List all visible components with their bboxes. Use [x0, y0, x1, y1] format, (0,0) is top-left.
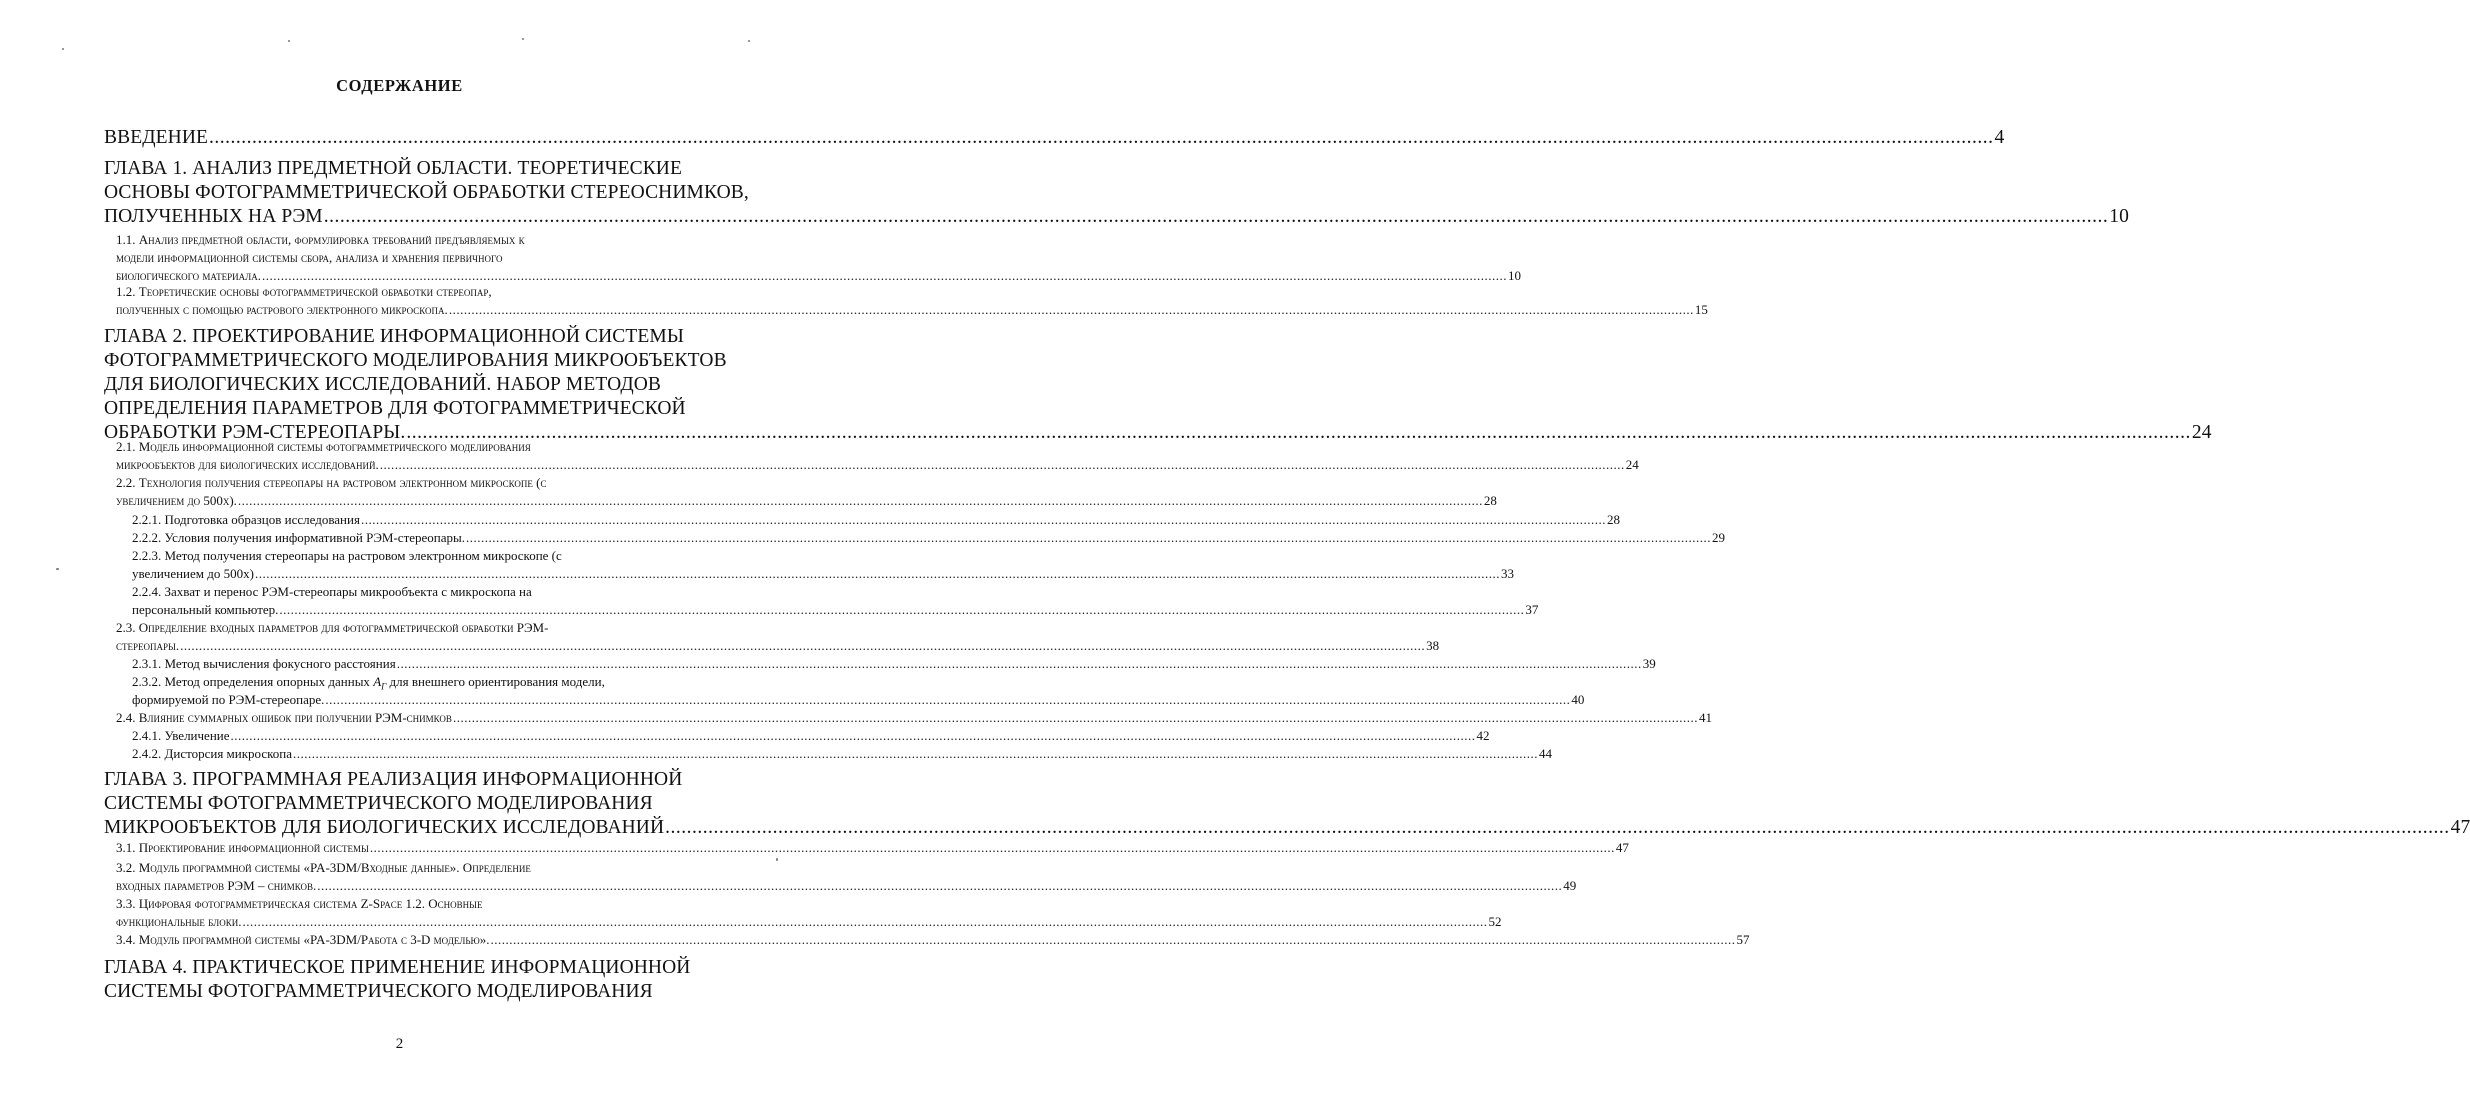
dot-leader — [293, 746, 1538, 761]
toc-entry-text: стереопары. — [116, 638, 180, 653]
toc-chapter-1 — [104, 157, 2129, 229]
toc-entry-last-line — [104, 816, 2470, 840]
toc-entry-text: входных параметров РЭМ – снимков. — [116, 878, 317, 893]
toc-section-1-1 — [116, 231, 1521, 285]
toc-section-2-3 — [116, 619, 1440, 655]
toc-entry-last-line — [116, 301, 1708, 319]
toc-entry-text: ОСНОВЫ ФОТОГРАММЕТРИЧЕСКОЙ ОБРАБОТКИ СТЕРЕОСНИМКОВ, — [104, 182, 749, 203]
dot-leader — [255, 566, 1500, 581]
toc-entry-text: микрообъектов для биологических исследований. — [116, 457, 379, 472]
toc-entry-text: формируемой по РЭМ-стереопаре. — [132, 692, 325, 707]
toc-entry-last-line — [104, 126, 2005, 150]
dot-leader — [361, 512, 1606, 527]
toc-chapter-4 — [104, 956, 724, 1004]
toc-subsection-2-4-1 — [132, 727, 1490, 745]
toc-page-number: 28 — [1606, 512, 1620, 527]
toc-entry-text: 2.2.4. Захват и перенос РЭМ-стереопары микрообъекта с микроскопа на — [132, 584, 532, 599]
toc-entry-text: 2.3. Определение входных параметров для фотограмметрической обработки РЭМ- — [116, 620, 549, 635]
toc-entry-text: 2.2.2. Условия получения информативной РЭМ-стереопары. — [132, 530, 466, 545]
toc-entry-text: 2.4.2. Дисторсия микроскопа — [132, 746, 293, 761]
toc-section-2-4 — [116, 709, 1712, 727]
dot-leader — [324, 206, 2109, 227]
toc-entry-text: ФОТОГРАММЕТРИЧЕСКОГО МОДЕЛИРОВАНИЯ МИКРООБЪЕКТОВ — [104, 350, 727, 371]
toc-entry-text: 3.4. Модуль программной системы «PA-3DM/Работа с 3-D моделью». — [116, 932, 490, 947]
dot-leader — [380, 457, 1625, 472]
toc-page-number: 38 — [1426, 638, 1440, 653]
toc-entry-text: биологического материала. — [116, 268, 261, 283]
toc-page-number: 33 — [1500, 566, 1514, 581]
scan-speck — [522, 38, 524, 40]
toc-entry-text: ОПРЕДЕЛЕНИЯ ПАРАМЕТРОВ ДЛЯ ФОТОГРАММЕТРИЧЕСКОЙ — [104, 398, 686, 419]
dot-leader — [453, 710, 1698, 725]
toc-page-number: 52 — [1488, 914, 1502, 929]
toc-subsection-2-2-2 — [132, 529, 1726, 547]
toc-entry-last-line — [116, 877, 1577, 895]
toc-introduction — [104, 126, 2005, 150]
toc-entry-last-line — [116, 637, 1440, 655]
toc-subsection-2-2-1 — [132, 511, 1620, 529]
toc-entry-text: 2.2.1. Подготовка образцов исследования — [132, 512, 360, 527]
toc-section-2-1 — [116, 438, 1639, 474]
toc-entry-last-line — [104, 205, 2129, 229]
toc-entry-last-line — [116, 913, 1502, 931]
scan-speck — [748, 40, 750, 42]
toc-page-number: 40 — [1571, 692, 1585, 707]
dot-leader — [238, 493, 1483, 508]
dot-leader — [231, 728, 1476, 743]
toc-entry-text: ГЛАВА 1. АНАЛИЗ ПРЕДМЕТНОЙ ОБЛАСТИ. ТЕОРЕТИЧЕСКИЕ — [104, 158, 682, 179]
toc-entry-text: 2.3.1. Метод вычисления фокусного расстояния — [132, 656, 396, 671]
toc-subsection-2-2-3 — [132, 547, 1514, 583]
dot-leader — [449, 302, 1694, 317]
toc-entry-text: ДЛЯ БИОЛОГИЧЕСКИХ ИССЛЕДОВАНИЙ. НАБОР МЕТОДОВ — [104, 374, 662, 395]
scan-speck — [56, 568, 59, 570]
toc-entry-last-line — [132, 565, 1514, 583]
toc-entry-text: 3.1. Проектирование информационной системы — [116, 840, 369, 855]
toc-entry-text: ОБРАБОТКИ РЭМ-СТЕРЕОПАРЫ. — [104, 422, 406, 443]
toc-entry-last-line — [132, 511, 1620, 529]
toc-page-number: 44 — [1539, 746, 1553, 761]
scan-speck — [62, 48, 64, 50]
dot-leader — [209, 127, 1994, 148]
toc-entry-text: ГЛАВА 4. ПРАКТИЧЕСКОЕ ПРИМЕНЕНИЕ ИНФОРМАЦИОННОЙ — [104, 957, 691, 978]
toc-entry-last-line — [132, 727, 1490, 745]
toc-subsection-2-2-4 — [132, 583, 1539, 619]
toc-entry-last-line — [116, 456, 1639, 474]
toc-entry-text: СИСТЕМЫ ФОТОГРАММЕТРИЧЕСКОГО МОДЕЛИРОВАНИЯ — [104, 793, 653, 814]
toc-section-3-1 — [116, 839, 1629, 857]
toc-subsection-2-4-2 — [132, 745, 1553, 763]
toc-entry-text: увеличением до 500х) — [132, 566, 254, 581]
toc-chapter-2 — [104, 325, 2212, 445]
toc-section-3-4 — [116, 931, 1750, 949]
dot-leader — [180, 638, 1425, 653]
toc-entry-last-line — [116, 492, 1497, 510]
toc-entry-text: 1.2. Теоретические основы фотограмметрической обработки стереопар, — [116, 284, 492, 299]
toc-entry-last-line — [132, 529, 1726, 547]
toc-page-number: 47 — [2450, 817, 2470, 838]
toc-entry-text: 2.1. Модель информационной системы фотограмметрического моделирования — [116, 439, 531, 454]
toc-entry-text: 2.2. Технология получения стереопары на растровом электронном микроскопе (с — [116, 475, 547, 490]
toc-entry-text: 1.1. Анализ предметной области, формулировка требований предъявляемых к — [116, 232, 525, 247]
toc-entry-text: 2.2.3. Метод получения стереопары на растровом электронном микроскопе (с — [132, 548, 562, 563]
toc-entry-last-line — [132, 691, 1585, 709]
toc-entry-text: модели информационной системы сбора, анализа и хранения первичного — [116, 250, 503, 265]
toc-entry-text: ГЛАВА 3. ПРОГРАММНАЯ РЕАЛИЗАЦИЯ ИНФОРМАЦИОННОЙ — [104, 769, 683, 790]
toc-page-number: 57 — [1736, 932, 1750, 947]
dot-leader — [242, 914, 1487, 929]
page-number: 2 — [395, 1036, 404, 1052]
dot-leader — [397, 656, 1642, 671]
toc-subsection-2-3-1 — [132, 655, 1656, 673]
toc-entry-text: МИКРООБЪЕКТОВ ДЛЯ БИОЛОГИЧЕСКИХ ИССЛЕДОВАНИЙ — [104, 817, 665, 838]
toc-page-number: 49 — [1563, 878, 1577, 893]
toc-page-number: 39 — [1642, 656, 1656, 671]
toc-entry-last-line — [132, 745, 1553, 763]
toc-page-number: 10 — [2109, 206, 2129, 227]
dot-leader — [317, 878, 1562, 893]
dot-leader — [325, 692, 1570, 707]
toc-section-1-2 — [116, 283, 1708, 319]
toc-entry-last-line — [116, 931, 1750, 949]
toc-page-number: 42 — [1476, 728, 1490, 743]
toc-entry-last-line — [116, 839, 1629, 857]
toc-page-number: 24 — [2191, 422, 2212, 443]
toc-entry-text: полученных с помощью растрового электронного микроскопа. — [116, 302, 448, 317]
toc-page-number: 15 — [1694, 302, 1708, 317]
dot-leader — [279, 602, 1524, 617]
toc-page-number: 10 — [1507, 268, 1521, 283]
toc-entry-last-line — [132, 655, 1656, 673]
toc-entry-text: ПОЛУЧЕННЫХ НА РЭМ — [104, 206, 323, 227]
toc-entry-text: 2.4.1. Увеличение — [132, 728, 230, 743]
toc-page-number: 37 — [1525, 602, 1539, 617]
toc-entry-text: функциональные блоки. — [116, 914, 242, 929]
toc-entry-last-line — [116, 709, 1712, 727]
toc-page-number: 28 — [1483, 493, 1497, 508]
toc-page-number: 4 — [1994, 127, 2005, 148]
toc-entry-text: 3.3. Цифровая фотограмметрическая система Z-Space 1.2. Основные — [116, 896, 483, 911]
dot-leader — [370, 840, 1615, 855]
toc-page-number: 41 — [1698, 710, 1712, 725]
toc-subsection-2-3-2 — [132, 673, 1585, 709]
toc-entry-text: увеличением до 500х). — [116, 493, 237, 508]
dot-leader — [262, 268, 1507, 283]
toc-entry-last-line — [132, 601, 1539, 619]
dot-leader — [665, 817, 2450, 838]
toc-entry-text: ГЛАВА 2. ПРОЕКТИРОВАНИЕ ИНФОРМАЦИОННОЙ СИСТЕМЫ — [104, 326, 684, 347]
toc-section-3-3 — [116, 895, 1502, 931]
toc-entry-text: ВВЕДЕНИЕ — [104, 127, 209, 148]
scan-speck — [288, 40, 290, 42]
toc-entry-text: персональный компьютер. — [132, 602, 279, 617]
scan-speck — [776, 858, 778, 861]
toc-page-number: 47 — [1615, 840, 1629, 855]
toc-entry-text: СИСТЕМЫ ФОТОГРАММЕТРИЧЕСКОГО МОДЕЛИРОВАНИЯ — [104, 981, 653, 1002]
toc-chapter-3 — [104, 768, 2470, 840]
dot-leader — [491, 932, 1736, 947]
toc-entry-text: 3.2. Модуль программной системы «PA-3DM/Входные данные». Определение — [116, 860, 531, 875]
toc-page-number: 24 — [1625, 457, 1639, 472]
toc-entry-text: 2.4. Влияние суммарных ошибок при получении РЭМ-снимков — [116, 710, 452, 725]
dot-leader — [466, 530, 1711, 545]
page-title: СОДЕРЖАНИЕ — [336, 76, 463, 95]
toc-entry-text: 2.3.2. Метод определения опорных данных $A_Г$ для внешнего ориентирования модели, — [132, 674, 605, 692]
toc-page-number: 29 — [1712, 530, 1726, 545]
toc-section-3-2 — [116, 859, 1577, 895]
toc-section-2-2 — [116, 474, 1497, 510]
